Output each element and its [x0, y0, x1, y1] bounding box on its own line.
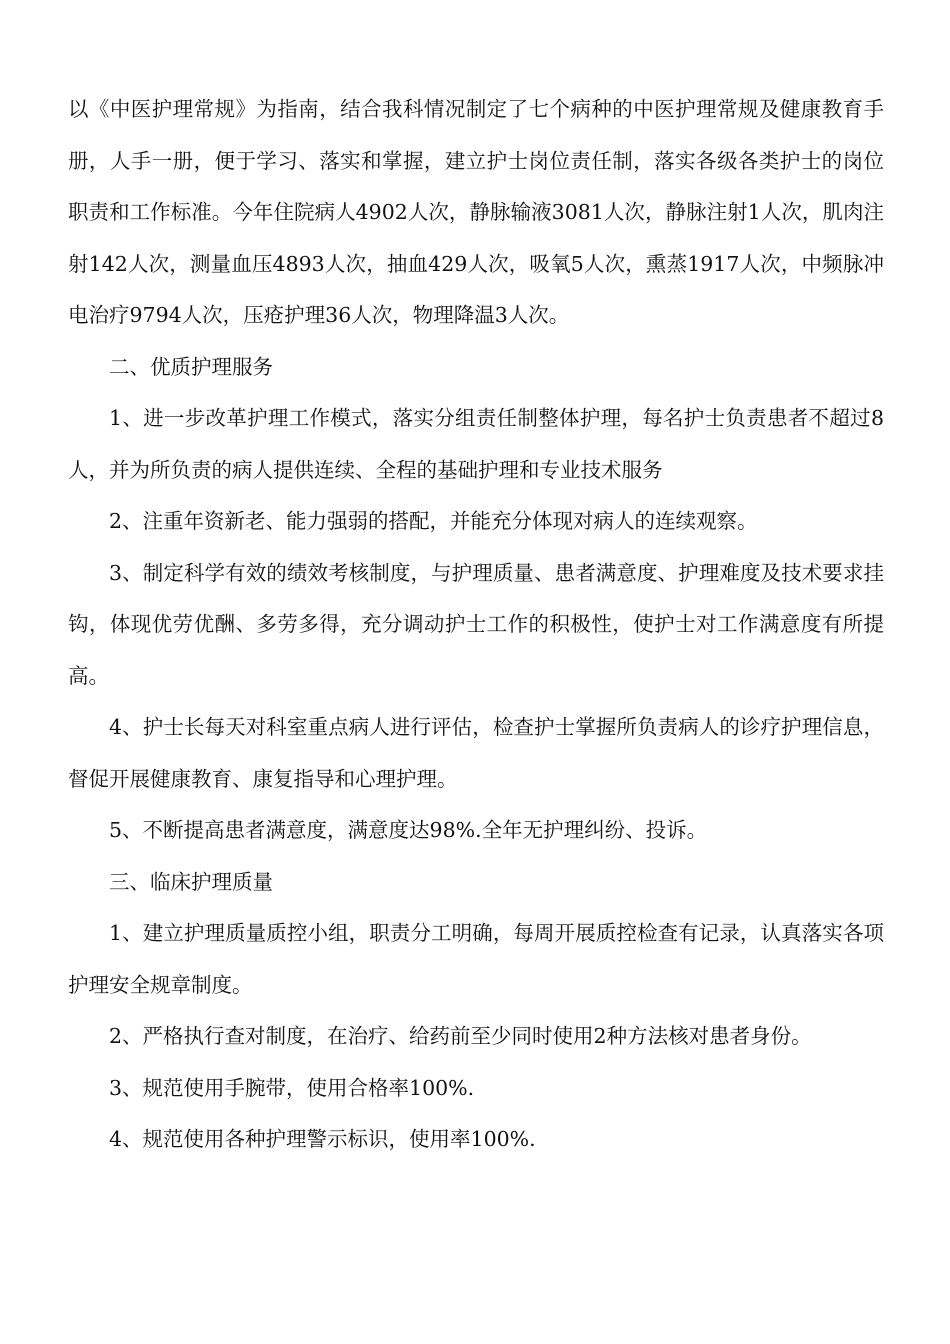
paragraph-service-item-1: 1、进一步改革护理工作模式，落实分组责任制整体护理，每名护士负责患者不超过8人，并为所负责的病人提供连续、全程的基础护理和专业技术服务 [68, 406, 884, 482]
paragraph-service-item-3: 3、制定科学有效的绩效考核制度，与护理质量、患者满意度、护理难度及技术要求挂钩，体现优劳优酬、多劳多得，充分调动护士工作的积极性，使护士对工作满意度有所提高。 [68, 560, 884, 688]
paragraph-clinical-item-2: 2、严格执行查对制度，在治疗、给药前至少同时使用2种方法核对患者身份。 [109, 1024, 812, 1048]
paragraph-clinical-item-3: 3、规范使用手腕带，使用合格率100%. [109, 1075, 475, 1100]
paragraph-clinical-item-1: 1、建立护理质量质控小组，职责分工明确，每周开展质控检查有记录，认真落实各项护理安全规章制度。 [68, 921, 884, 997]
paragraph-service-item-4: 4、护士长每天对科室重点病人进行评估，检查护士掌握所负责病人的诊疗护理信息，督促开展健康教育、康复指导和心理护理。 [68, 715, 884, 791]
section-heading-quality-service: 二、优质护理服务 [109, 354, 273, 379]
document-page [68, 84, 884, 1166]
section-heading-clinical-quality: 三、临床护理质量 [109, 869, 273, 894]
paragraph-clinical-item-4: 4、规范使用各种护理警示标识，使用率100%. [109, 1127, 536, 1151]
paragraph-service-item-2: 2、注重年资新老、能力强弱的搭配，并能充分体现对病人的连续观察。 [109, 509, 758, 533]
paragraph-service-item-5: 5、不断提高患者满意度，满意度达98%.全年无护理纠纷、投诉。 [109, 818, 708, 842]
paragraph-intro-continued: 以《中医护理常规》为指南，结合我科情况制定了七个病种的中医护理常规及健康教育手册，人手一册，便于学习、落实和掌握，建立护士岗位责任制，落实各级各类护士的岗位职责和工作标准。今年住院病人4902人次，静脉输液3081人次，静脉注射1人次，肌肉注射142人次，测量血压4893人次，抽血429人次，吸氧5人次，熏蒸1917人次，中频脉冲电治疗9794人次，压疮护理36人次，物理降温3人次。 [68, 97, 884, 327]
